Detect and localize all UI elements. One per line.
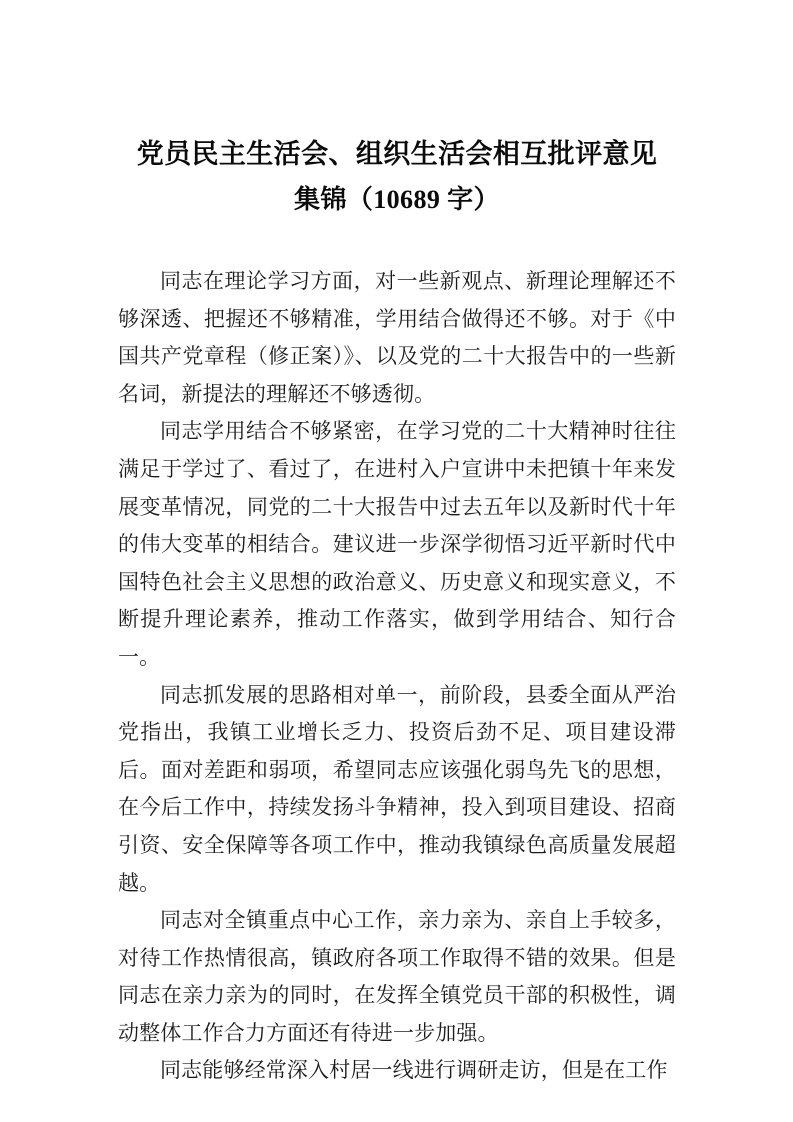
body-paragraph: 同志对全镇重点中心工作，亲力亲为、亲自上手较多，对待工作热情很高，镇政府各项工作取得不错的效果。但是同志在亲力亲为的同时，在发挥全镇党员干部的积极性，调动整体工作合力方面还有待进一步加强。	[118, 908, 676, 1045]
body-paragraph: 同志学用结合不够紧密，在学习党的二十大精神时往往满足于学过了、看过了，在进村入户宣讲中未把镇十年来发展变革情况，同党的二十大报告中过去五年以及新时代十年的伟大变革的相结合。建议进一步深学彻悟习近平新时代中国特色社会主义思想的政治意义、历史意义和现实意义，不断提升理论素养，推动工作落实，做到学用结合、知行合一。	[118, 419, 676, 669]
body-paragraph: 同志在理论学习方面，对一些新观点、新理论理解还不够深透、把握还不够精准，学用结合做得还不够。对于《中国共产党章程（修正案）》、以及党的二十大报告中的一些新名词，新提法的理解还不够透彻。	[118, 269, 676, 406]
page-title	[118, 0, 676, 222]
document-content-column	[118, 0, 676, 1090]
body-paragraph-truncated: 同志能够经常深入村居一线进行调研走访，但是在工作	[160, 1058, 668, 1083]
title-line-primary: 党员民主生活会、组织生活会相互批评意见	[136, 139, 658, 169]
body-paragraph: 同志抓发展的思路相对单一，前阶段，县委全面从严治党指出，我镇工业增长乏力、投资后劲不足、项目建设滞后。面对差距和弱项，希望同志应该强化弱鸟先飞的思想，在今后工作中，持续发扬斗争精神，投入到项目建设、招商引资、安全保障等各项工作中，推动我镇绿色高质量发展超越。	[118, 682, 676, 895]
document-body	[118, 263, 676, 1090]
title-line-secondary: 集锦（10689 字）	[294, 185, 500, 214]
